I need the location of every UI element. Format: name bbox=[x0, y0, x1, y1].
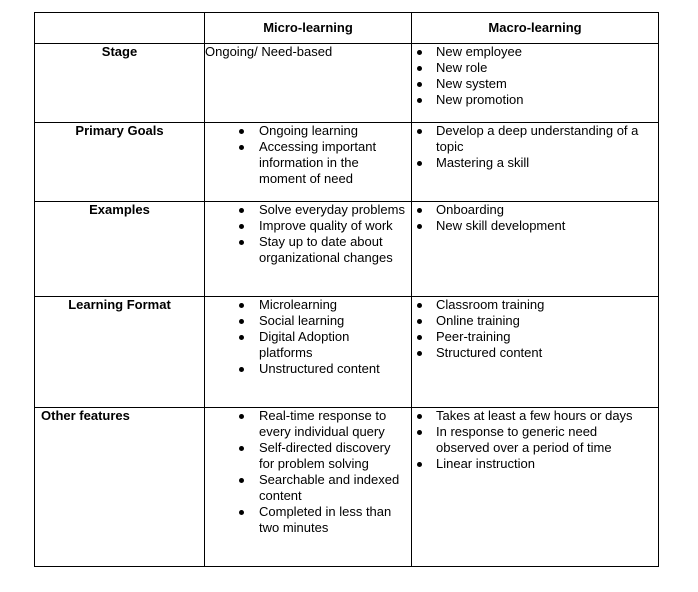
bullet-icon bbox=[417, 303, 422, 308]
list-item: Searchable and indexed content bbox=[205, 472, 411, 504]
bullet-icon bbox=[239, 510, 244, 515]
goals-micro-cell bbox=[205, 123, 412, 202]
bullet-icon bbox=[417, 319, 422, 324]
stage-micro-cell: Ongoing/ Need-based bbox=[205, 44, 412, 123]
bullet-icon bbox=[417, 208, 422, 213]
bullet-icon bbox=[239, 224, 244, 229]
bullet-icon bbox=[239, 335, 244, 340]
header-corner-cell bbox=[35, 13, 205, 44]
examples-micro-cell bbox=[205, 202, 412, 297]
list-item: Develop a deep understanding of a topic bbox=[412, 123, 658, 155]
goals-micro-list bbox=[205, 123, 411, 187]
bullet-icon bbox=[239, 319, 244, 324]
header-row bbox=[35, 13, 659, 44]
list-item: Solve everyday problems bbox=[205, 202, 411, 218]
list-item: Stay up to date about organizational changes bbox=[205, 234, 411, 266]
list-item: Mastering a skill bbox=[412, 155, 658, 171]
other-macro-list bbox=[412, 408, 658, 472]
table-row-primary-goals bbox=[35, 123, 659, 202]
bullet-icon bbox=[417, 129, 422, 134]
list-item: Self-directed discovery for problem solving bbox=[205, 440, 411, 472]
list-item: In response to generic need observed over a period of time bbox=[412, 424, 658, 456]
stage-macro-cell bbox=[412, 44, 659, 123]
bullet-icon bbox=[239, 145, 244, 150]
bullet-icon bbox=[239, 367, 244, 372]
list-item: Online training bbox=[412, 313, 658, 329]
header-micro-learning: Micro-learning bbox=[205, 13, 412, 44]
list-item: Onboarding bbox=[412, 202, 658, 218]
format-macro-list bbox=[412, 297, 658, 361]
bullet-icon bbox=[417, 98, 422, 103]
other-micro-list bbox=[205, 408, 411, 536]
list-item: Linear instruction bbox=[412, 456, 658, 472]
bullet-icon bbox=[417, 414, 422, 419]
row-label-primary-goals: Primary Goals bbox=[35, 123, 205, 202]
bullet-icon bbox=[239, 303, 244, 308]
bullet-icon bbox=[417, 224, 422, 229]
list-item: Takes at least a few hours or days bbox=[412, 408, 658, 424]
header-macro-learning: Macro-learning bbox=[412, 13, 659, 44]
row-label-examples: Examples bbox=[35, 202, 205, 297]
list-item: New role bbox=[412, 60, 658, 76]
bullet-icon bbox=[417, 161, 422, 166]
bullet-icon bbox=[239, 414, 244, 419]
list-item: Improve quality of work bbox=[205, 218, 411, 234]
bullet-icon bbox=[239, 478, 244, 483]
list-item: Real-time response to every individual query bbox=[205, 408, 411, 440]
list-item: Classroom training bbox=[412, 297, 658, 313]
list-item: Structured content bbox=[412, 345, 658, 361]
table-row-examples bbox=[35, 202, 659, 297]
examples-macro-cell bbox=[412, 202, 659, 297]
list-item: New promotion bbox=[412, 92, 658, 108]
bullet-icon bbox=[417, 50, 422, 55]
bullet-icon bbox=[417, 462, 422, 467]
goals-macro-list bbox=[412, 123, 658, 171]
bullet-icon bbox=[239, 446, 244, 451]
list-item: Microlearning bbox=[205, 297, 411, 313]
list-item: New skill development bbox=[412, 218, 658, 234]
stage-macro-list bbox=[412, 44, 658, 108]
table-row-stage bbox=[35, 44, 659, 123]
list-item: Social learning bbox=[205, 313, 411, 329]
bullet-icon bbox=[239, 208, 244, 213]
list-item: Accessing important information in the moment of need bbox=[205, 139, 411, 187]
bullet-icon bbox=[417, 430, 422, 435]
list-item: Ongoing learning bbox=[205, 123, 411, 139]
list-item: New system bbox=[412, 76, 658, 92]
list-item: New employee bbox=[412, 44, 658, 60]
comparison-table bbox=[34, 12, 659, 567]
bullet-icon bbox=[417, 335, 422, 340]
bullet-icon bbox=[239, 240, 244, 245]
list-item: Completed in less than two minutes bbox=[205, 504, 411, 536]
examples-macro-list bbox=[412, 202, 658, 234]
list-item: Peer-training bbox=[412, 329, 658, 345]
row-label-other-features: Other features bbox=[35, 408, 205, 567]
list-item: Digital Adoption platforms bbox=[205, 329, 411, 361]
row-label-stage: Stage bbox=[35, 44, 205, 123]
table-row-learning-format bbox=[35, 297, 659, 408]
bullet-icon bbox=[417, 66, 422, 71]
examples-micro-list bbox=[205, 202, 411, 266]
table-row-other-features bbox=[35, 408, 659, 567]
bullet-icon bbox=[417, 82, 422, 87]
row-label-learning-format: Learning Format bbox=[35, 297, 205, 408]
bullet-icon bbox=[417, 351, 422, 356]
list-item: Unstructured content bbox=[205, 361, 411, 377]
bullet-icon bbox=[239, 129, 244, 134]
format-macro-cell bbox=[412, 297, 659, 408]
format-micro-cell bbox=[205, 297, 412, 408]
other-macro-cell bbox=[412, 408, 659, 567]
other-micro-cell bbox=[205, 408, 412, 567]
goals-macro-cell bbox=[412, 123, 659, 202]
format-micro-list bbox=[205, 297, 411, 377]
